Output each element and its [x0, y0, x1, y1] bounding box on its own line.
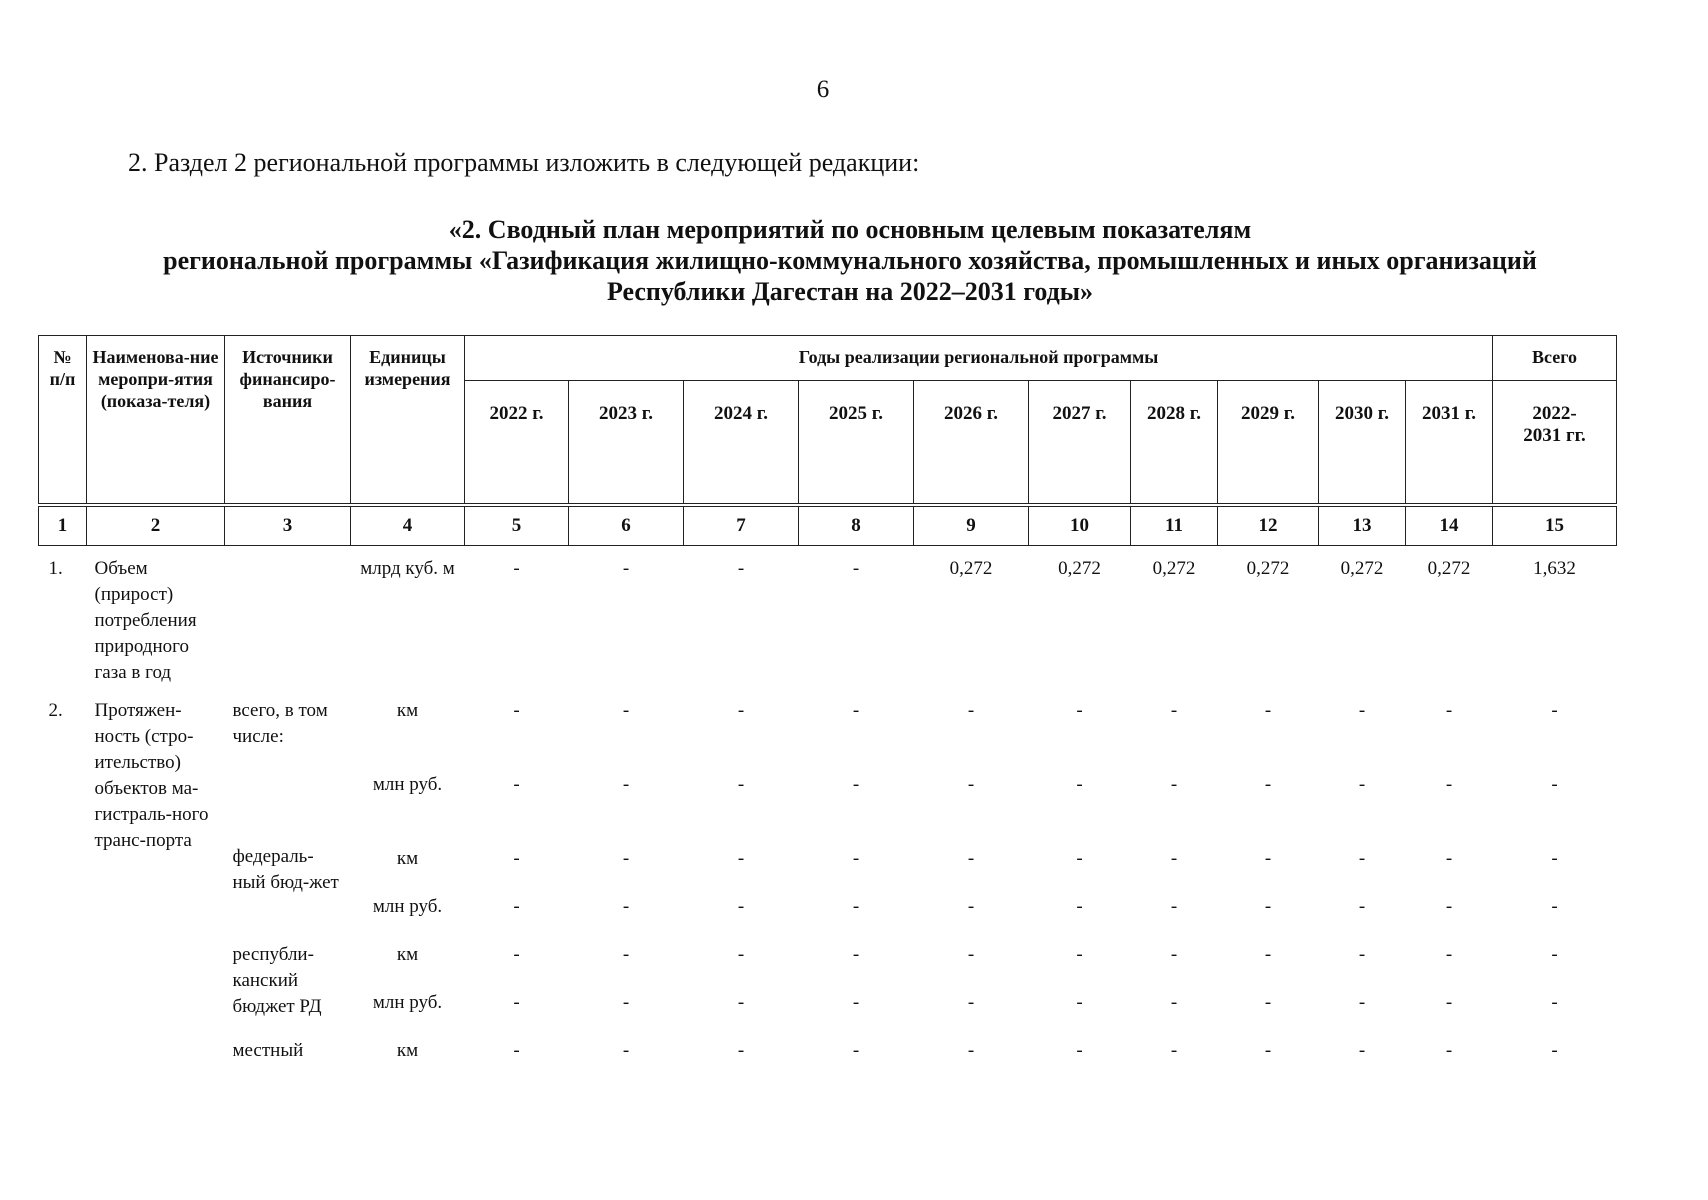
column-number: 6: [569, 505, 684, 546]
value-col: [684, 698, 799, 1064]
value-cell: -: [1264, 895, 1272, 917]
value-col: [914, 698, 1029, 1064]
header-year: 2030 г.: [1319, 381, 1406, 506]
value-cell: -: [513, 943, 520, 965]
value-cell: -: [622, 558, 630, 579]
unit: млрд куб. м: [360, 558, 455, 579]
header-year: 2031 г.: [1406, 381, 1493, 506]
column-numbers-row: [39, 505, 1617, 546]
header-total-range: [1493, 381, 1617, 506]
value-cell: -: [737, 1039, 745, 1061]
value-cell: -: [737, 558, 745, 579]
value-cell: -: [1445, 895, 1453, 917]
header-year: 2026 г.: [914, 381, 1029, 506]
value-cell: -: [737, 847, 745, 869]
column-number: 2: [87, 505, 225, 546]
value-cell: -: [513, 991, 520, 1013]
column-number: 12: [1218, 505, 1319, 546]
measure-name: Протяжен-ность (стро-ительство) объектов ма-гистраль-ного транс-порта: [94, 699, 209, 851]
value-cell: -: [1264, 773, 1272, 795]
column-number: 4: [351, 505, 465, 546]
section-heading: [40, 214, 1660, 307]
value-cell: 0,272: [1152, 558, 1196, 579]
value-cell: -: [513, 1039, 520, 1061]
funding-source: местный: [232, 1039, 304, 1061]
value-col: [465, 698, 569, 1064]
value-cell: -: [1551, 699, 1558, 721]
value-cell: -: [1170, 895, 1178, 917]
value-cell: -: [1264, 1039, 1272, 1061]
value-cell: -: [967, 895, 975, 917]
value-cell: 1,632: [1533, 558, 1576, 579]
value-cell: -: [852, 991, 860, 1013]
value-cell: -: [737, 773, 745, 795]
value-cell: -: [622, 699, 630, 721]
heading-line-1: «2. Сводный план мероприятий по основным целевым показателям: [448, 215, 1252, 244]
value-cell: -: [1551, 895, 1558, 917]
unit: млн руб.: [372, 895, 443, 917]
header-year: 2027 г.: [1029, 381, 1131, 506]
value-col: [1029, 698, 1131, 1064]
value-cell: -: [852, 895, 860, 917]
value-cell: -: [967, 991, 975, 1013]
value-cell: -: [1076, 1039, 1083, 1061]
intro-paragraph: 2. Раздел 2 региональной программы изложить в следующей редакции:: [128, 148, 920, 177]
total-range-end: 2031 гг.: [1523, 425, 1586, 446]
header-source: Источники финансиро-вания: [225, 336, 351, 506]
value-cell: -: [1358, 847, 1366, 869]
value-cell: -: [1170, 943, 1178, 965]
value-cell: -: [1358, 773, 1366, 795]
column-number: 5: [465, 505, 569, 546]
unit: км: [396, 699, 419, 721]
value-cell: -: [513, 558, 520, 579]
column-number: 14: [1406, 505, 1493, 546]
table-row: [39, 698, 1617, 1064]
value-cell: -: [1170, 773, 1178, 795]
column-number: 3: [225, 505, 351, 546]
value-cell: -: [967, 1039, 975, 1061]
value-cell: -: [1170, 1039, 1178, 1061]
value-cell: -: [1445, 773, 1453, 795]
value-cell: -: [1358, 991, 1366, 1013]
funding-source: всего, в том числе:: [232, 699, 328, 747]
column-number: 1: [39, 505, 87, 546]
table-row: [39, 546, 1617, 698]
value-cell: -: [513, 895, 520, 917]
column-number: 9: [914, 505, 1029, 546]
column-number: 10: [1029, 505, 1131, 546]
value-cell: -: [852, 699, 860, 721]
value-cell: -: [1551, 1039, 1558, 1061]
row-number: 2.: [48, 699, 63, 721]
plan-table: [38, 335, 1617, 1064]
value-cell: -: [622, 991, 630, 1013]
funding-source-cell: [225, 698, 351, 1064]
row-number: 1.: [48, 558, 63, 579]
header-year: 2025 г.: [799, 381, 914, 506]
value-cell: -: [1445, 1039, 1453, 1061]
value-cell: -: [1445, 699, 1453, 721]
value-cell: -: [1358, 895, 1366, 917]
value-cell: -: [1076, 991, 1083, 1013]
funding-source: [225, 546, 351, 698]
value-cell: -: [1076, 773, 1083, 795]
value-col: [1319, 698, 1406, 1064]
header-year: 2028 г.: [1131, 381, 1218, 506]
value-col: [569, 698, 684, 1064]
value-cell: -: [1445, 991, 1453, 1013]
funding-source: [233, 772, 347, 844]
value-col: [1406, 698, 1493, 1064]
value-cell: -: [1445, 943, 1453, 965]
value-cell: -: [1358, 699, 1366, 721]
value-cell: -: [967, 943, 975, 965]
value-cell: -: [622, 773, 630, 795]
value-cell: -: [737, 991, 745, 1013]
value-cell: -: [967, 773, 975, 795]
unit-cell: [351, 698, 465, 1064]
page-number: 6: [816, 76, 830, 103]
value-cell: 0,272: [1058, 558, 1101, 579]
header-year: 2022 г.: [465, 381, 569, 506]
value-cell: -: [737, 895, 745, 917]
unit: млн руб.: [372, 991, 443, 1013]
value-cell: -: [1358, 1039, 1366, 1061]
value-col: [1131, 698, 1218, 1064]
value-cell: -: [852, 847, 860, 869]
header-year: 2023 г.: [569, 381, 684, 506]
value-cell: -: [513, 699, 520, 721]
value-cell: 0,272: [1340, 558, 1384, 579]
value-cell: -: [1170, 991, 1178, 1013]
value-cell: -: [1076, 847, 1083, 869]
column-number: 8: [799, 505, 914, 546]
funding-source: федераль-ный бюд-жет: [232, 845, 339, 893]
value-cell: -: [1551, 773, 1558, 795]
value-cell: -: [1076, 895, 1083, 917]
value-cell: -: [737, 943, 745, 965]
value-cell: -: [1264, 943, 1272, 965]
value-col: [1493, 698, 1617, 1064]
unit: км: [396, 1039, 419, 1061]
unit: км: [396, 847, 419, 869]
value-cell: -: [622, 847, 630, 869]
column-number: 15: [1493, 505, 1617, 546]
header-total: Всего: [1493, 336, 1617, 381]
header-years: Годы реализации региональной программы: [465, 336, 1493, 381]
header-num-label: п/п: [49, 369, 76, 389]
value-cell: -: [1264, 991, 1272, 1013]
value-cell: -: [1358, 943, 1366, 965]
measure-name: Объем (прирост) потребления природного газа в год: [94, 558, 197, 683]
value-col: [1218, 698, 1319, 1064]
value-cell: -: [1076, 943, 1083, 965]
column-number: 11: [1131, 505, 1218, 546]
column-number: 7: [684, 505, 799, 546]
heading-line-3: Республики Дагестан на 2022–2031 годы»: [606, 277, 1094, 306]
value-cell: -: [622, 1039, 630, 1061]
value-cell: -: [967, 699, 975, 721]
value-cell: -: [1170, 847, 1178, 869]
value-cell: -: [852, 773, 860, 795]
value-cell: -: [1076, 699, 1083, 721]
value-cell: -: [622, 895, 630, 917]
value-cell: -: [852, 558, 860, 579]
value-cell: -: [852, 1039, 860, 1061]
value-cell: -: [1264, 699, 1272, 721]
value-cell: -: [1551, 991, 1558, 1013]
value-cell: -: [1551, 943, 1558, 965]
column-number: 13: [1319, 505, 1406, 546]
header-name: Наименова-ние меропри-ятия (показа-теля): [87, 336, 225, 506]
value-cell: -: [1264, 847, 1272, 869]
value-cell: -: [1551, 847, 1558, 869]
value-cell: -: [967, 847, 975, 869]
value-cell: -: [737, 699, 745, 721]
value-cell: -: [852, 943, 860, 965]
value-cell: -: [513, 773, 520, 795]
value-cell: -: [1170, 699, 1178, 721]
value-cell: -: [1445, 847, 1453, 869]
value-cell: -: [622, 943, 630, 965]
value-cell: -: [513, 847, 520, 869]
header-year: 2029 г.: [1218, 381, 1319, 506]
value-cell: 0,272: [1427, 558, 1471, 579]
header-year: 2024 г.: [684, 381, 799, 506]
funding-source: республи-канский бюджет РД: [232, 943, 322, 1017]
heading-line-2: региональной программы «Газификация жилищно-коммунального хозяйства, промышленных и иных организаций: [163, 246, 1537, 275]
header-num: [39, 336, 87, 506]
value-cell: 0,272: [949, 558, 993, 579]
unit: млн руб.: [372, 773, 443, 795]
value-cell: 0,272: [1246, 558, 1290, 579]
total-range-start: 2022-: [1532, 403, 1577, 424]
value-col: [799, 698, 914, 1064]
header-num-symbol: №: [53, 347, 72, 367]
unit: км: [396, 943, 419, 965]
header-unit: Единицы измерения: [351, 336, 465, 506]
